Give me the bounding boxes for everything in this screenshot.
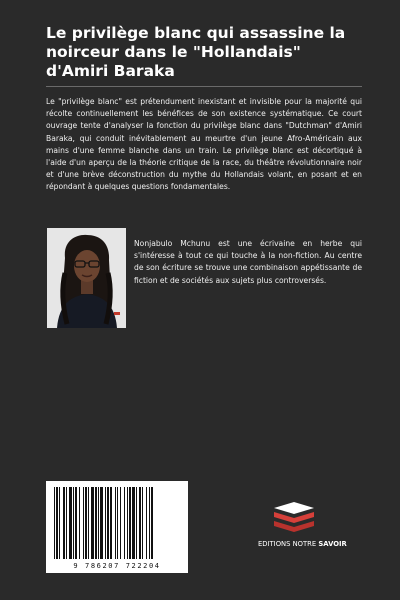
isbn-number: 9 786207 722204 <box>73 562 161 570</box>
author-photo <box>47 228 126 328</box>
publisher-logo <box>258 500 368 560</box>
author-portrait-image <box>47 228 126 328</box>
book-stack-icon <box>270 500 318 536</box>
author-bio: Nonjabulo Mchunu est une écrivaine en herbe qui s'intéresse à tout ce qui touche à la non-fiction. Au centre de son écriture se trouve une combinaison appétissante de fiction et de sociétés aux sujets plus controversés. <box>134 239 362 285</box>
isbn-barcode <box>46 481 188 573</box>
barcode-bars <box>46 481 188 573</box>
book-title: Le privilège blanc qui assassine la noirceur dans le "Hollandais" d'Amiri Baraka <box>46 24 346 80</box>
book-summary: Le "privilège blanc" est prétendument inexistant et invisible pour la majorité qui récolte continuellement les bénéfices de son existence systématique. Ce court ouvrage tente d'analyser la fonction du privilège blanc dans "Dutchman" d'Amiri Baraka, qui conduit inévitablement au meurtre d'un jeune Afro-Américain aux mains d'une femme blanche dans un train. Le privilège blanc est décortiqué à l'aide d'un aperçu de la théorie critique de la race, du théâtre révolutionnaire noir et d'une brève déconstruction du mythe du Hollandais volant, en posant et en répondant à quelques questions fondamentales. <box>46 97 362 192</box>
title-divider <box>46 86 362 87</box>
publisher-name: EDITIONS NOTRE SAVOIR <box>258 540 347 548</box>
